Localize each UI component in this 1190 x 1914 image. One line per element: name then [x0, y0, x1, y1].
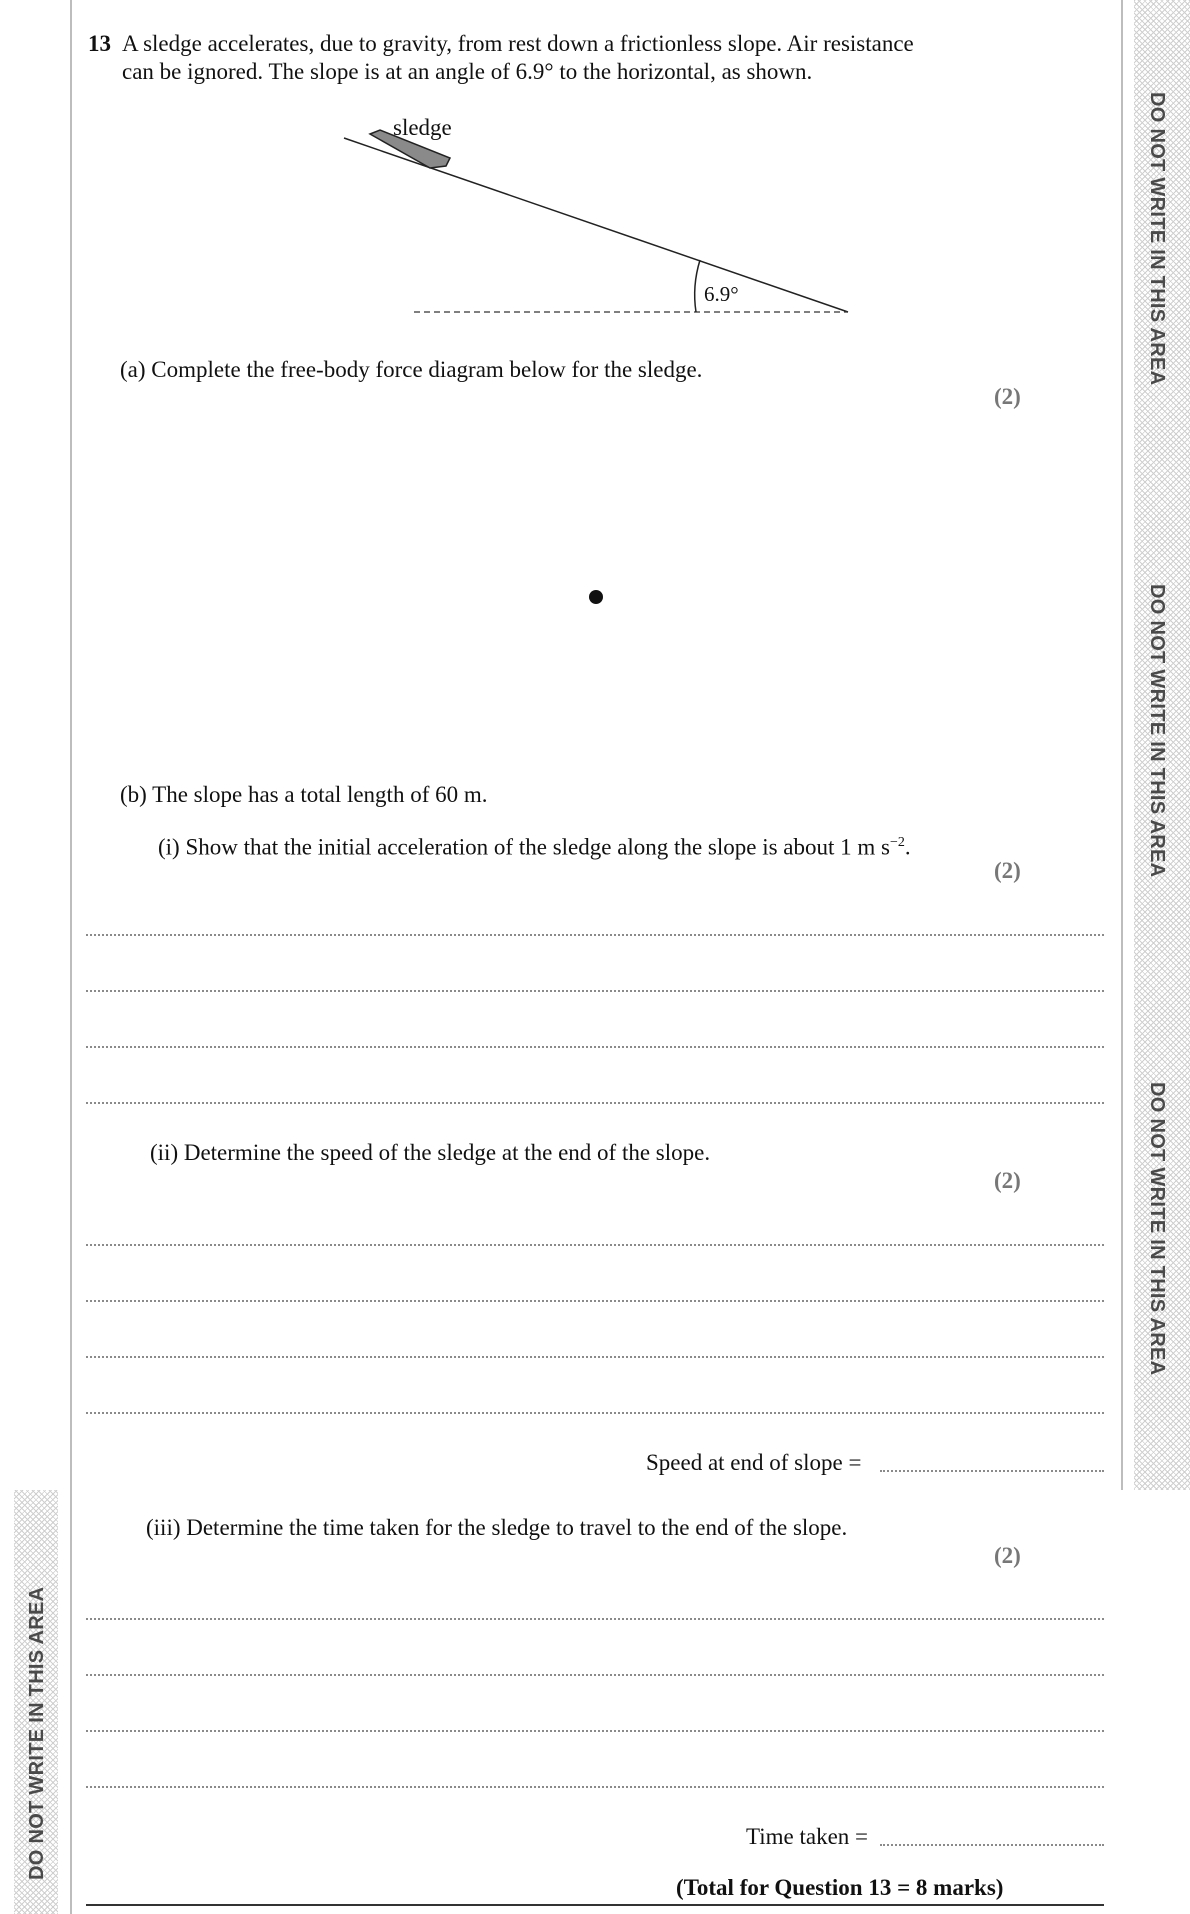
margin-notice-right-1: DO NOT WRITE IN THIS AREA: [1146, 92, 1168, 386]
part-b-iii-text: (iii) Determine the time taken for the sledge to travel to the end of the slope.: [146, 1515, 848, 1540]
margin-notice-right-2: DO NOT WRITE IN THIS AREA: [1146, 584, 1168, 878]
answer-line[interactable]: [86, 1730, 1104, 1732]
answer-line[interactable]: [86, 934, 1104, 936]
answer-line[interactable]: [86, 1046, 1104, 1048]
part-b-iii-marks: (2): [994, 1543, 1021, 1568]
answer-line[interactable]: [86, 1300, 1104, 1302]
part-b-ii-text: (ii) Determine the speed of the sledge at the end of the slope.: [150, 1140, 711, 1165]
answer-line[interactable]: [86, 1412, 1104, 1414]
part-b-i-marks: (2): [994, 858, 1021, 883]
margin-notice-right-3: DO NOT WRITE IN THIS AREA: [1146, 1082, 1168, 1376]
units-superscript: −2: [889, 835, 905, 850]
time-answer-field[interactable]: [880, 1844, 1104, 1846]
answer-line[interactable]: [86, 990, 1104, 992]
left-margin-border-lower: [70, 1490, 72, 1914]
part-a-marks: (2): [994, 384, 1021, 409]
free-body-point: [589, 590, 603, 604]
slope-line: [344, 138, 848, 312]
part-b-ii-marks: (2): [994, 1168, 1021, 1193]
question-intro-line2: can be ignored. The slope is at an angle of 6.9° to the horizontal, as shown.: [122, 59, 813, 84]
left-margin-border-upper: [70, 0, 72, 1490]
speed-answer-label: Speed at end of slope =: [646, 1450, 862, 1475]
part-b-i-text: (i) Show that the initial acceleration of the sledge along the slope is about 1 m $s^{-2}$.: [158, 834, 911, 860]
speed-answer-field[interactable]: [880, 1470, 1104, 1472]
right-margin-border: [1121, 0, 1123, 1490]
part-b-text: (b) The slope has a total length of 60 m.: [120, 782, 488, 807]
bottom-rule: [86, 1904, 1104, 1906]
answer-line[interactable]: [86, 1356, 1104, 1358]
angle-label: 6.9°: [704, 282, 739, 306]
answer-line[interactable]: [86, 1786, 1104, 1788]
part-a-text: (a) Complete the free-body force diagram below for the sledge.: [120, 357, 703, 382]
question-intro-line1: A sledge accelerates, due to gravity, from rest down a frictionless slope. Air resistance: [122, 31, 914, 56]
angle-arc: [695, 260, 700, 312]
answer-line[interactable]: [86, 1244, 1104, 1246]
answer-line[interactable]: [86, 1102, 1104, 1104]
question-total: (Total for Question 13 = 8 marks): [676, 1875, 1004, 1900]
margin-notice-left: DO NOT WRITE IN THIS AREA: [26, 1586, 48, 1880]
answer-line[interactable]: [86, 1674, 1104, 1676]
question-number: 13: [88, 31, 111, 56]
slope-diagram: [330, 100, 860, 320]
time-answer-label: Time taken =: [746, 1824, 869, 1849]
sledge-label: sledge: [393, 115, 452, 140]
answer-line[interactable]: [86, 1618, 1104, 1620]
